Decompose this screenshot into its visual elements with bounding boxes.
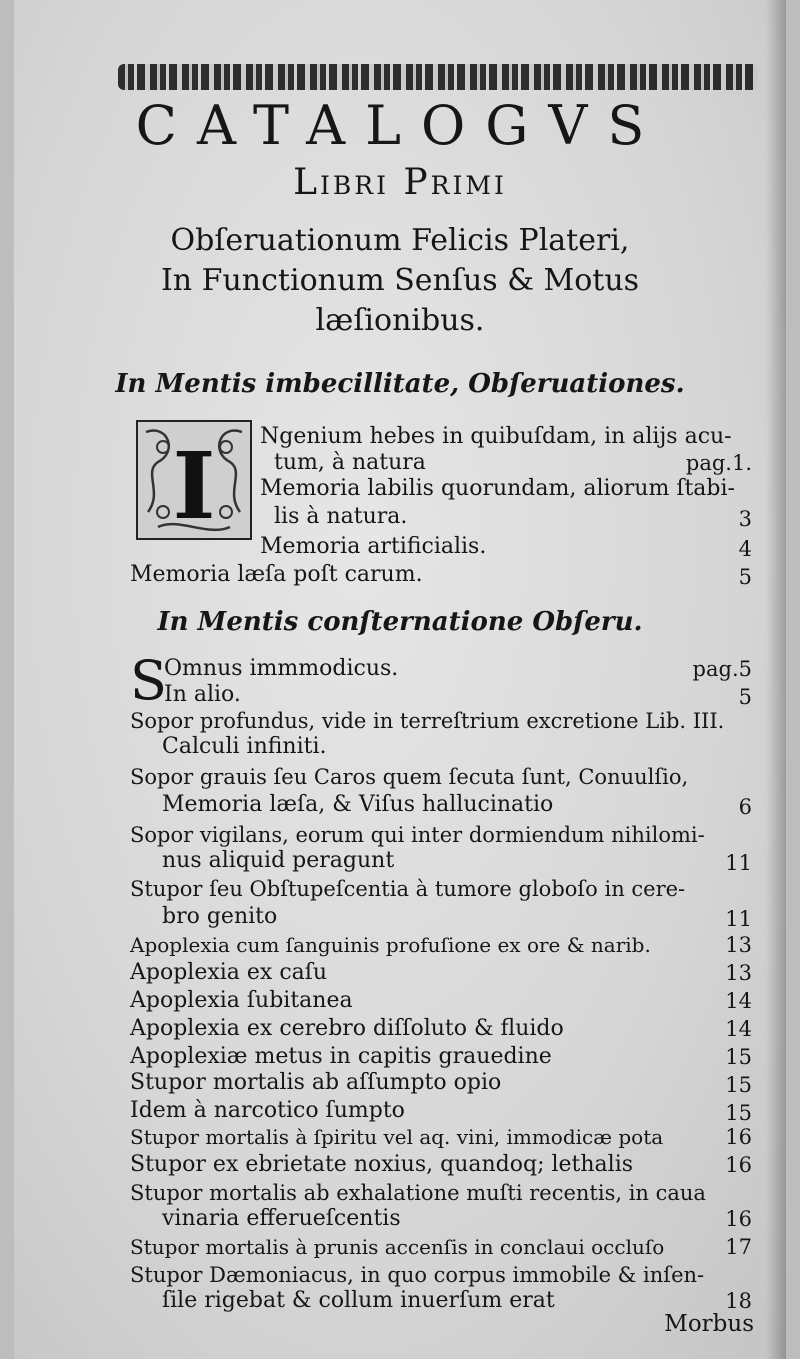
entry-text: Calculi infiniti.: [162, 734, 327, 759]
title-line-1: Obſeruationum Felicis Plateri,: [170, 223, 630, 258]
entry-text: Apoplexia cum ſanguinis profuſione ex ore & narib.: [130, 933, 651, 957]
entry-text: Stupor mortalis ab exhalatione muſti recentis, in caua: [130, 1181, 706, 1205]
entry-text: bro genito: [162, 904, 278, 929]
entry-text: Stupor mortalis ab aſſumpto opio: [130, 1070, 502, 1095]
entry-page: 3: [738, 507, 752, 531]
entry-text: Omnus immmodicus.: [164, 656, 399, 681]
entry-text: Apoplexia ex cerebro diſſoluto & fluido: [130, 1016, 564, 1041]
entry-page: 4: [738, 537, 752, 561]
entry-text: nus aliquid peragunt: [162, 848, 395, 873]
entry-page: 15: [725, 1101, 752, 1125]
section-heading-imbecillitate: In Mentis imbecillitate, Obſeruationes.: [115, 369, 685, 399]
entry-page: 16: [725, 1153, 752, 1177]
entry-page: 13: [725, 933, 752, 957]
section-heading-consternatione: In Mentis conſternatione Obſeru.: [157, 607, 643, 637]
entry-text: vinaria efferueſcentis: [162, 1206, 401, 1231]
entry-text: Memoria læſa, & Viſus hallucinatio: [162, 792, 554, 817]
entry-text: Memoria labilis quorundam, aliorum ſtabi-: [260, 476, 735, 501]
entry-text: tum, à natura: [274, 450, 426, 475]
entry-page: 18: [725, 1289, 752, 1313]
entry-text: Apoplexiæ metus in capitis grauedine: [130, 1044, 552, 1069]
book-page: [14, 0, 786, 1359]
title-line-3: læſionibus.: [315, 303, 485, 338]
page-title: CATALOGVS: [135, 94, 665, 157]
entry-text: Idem à narcotico ſumpto: [130, 1098, 405, 1123]
entry-page: 16: [725, 1125, 752, 1149]
entry-text: Ngenium hebes in quibuſdam, in alijs acu-: [260, 424, 732, 449]
entry-text: ſile rigebat & collum inuerſum erat: [162, 1288, 555, 1313]
entry-text: Stupor Dæmoniacus, in quo corpus immobile & inſen-: [130, 1263, 705, 1287]
ornament-band: [118, 64, 758, 90]
entry-text: Stupor ex ebrietate noxius, quandoq; lethalis: [130, 1152, 634, 1177]
entry-page: 11: [725, 907, 752, 931]
entry-text: Stupor mortalis à prunis accenſis in conclaui occluſo: [130, 1235, 665, 1259]
entry-page: pag.5: [692, 657, 752, 681]
entry-text: Sopor grauis ſeu Caros quem ſecuta ſunt, Conuulſio,: [130, 765, 689, 789]
entry-text: Sopor profundus, vide in terreſtrium excretione Lib. III.: [130, 709, 725, 733]
svg-text:I: I: [172, 432, 216, 538]
catchword: Morbus: [664, 1311, 754, 1337]
title-line-2: In Functionum Senſus & Motus: [160, 263, 640, 298]
entry-page: 5: [738, 685, 752, 709]
entry-text: Memoria læſa poſt carum.: [130, 562, 423, 587]
entry-text: In alio.: [164, 682, 241, 707]
entry-page: 5: [738, 565, 752, 589]
entry-page: 11: [725, 851, 752, 875]
entry-page: 15: [725, 1045, 752, 1069]
entry-page: 6: [738, 795, 752, 819]
entry-page: 15: [725, 1073, 752, 1097]
entry-text: Memoria artificialis.: [260, 534, 487, 559]
page-subtitle: Libri Primi: [293, 162, 507, 203]
entry-text: Stupor mortalis à ſpiritu vel aq. vini, immodicæ pota: [130, 1125, 664, 1149]
entry-page: pag.1.: [685, 451, 752, 475]
entry-text: Apoplexia ſubitanea: [130, 988, 353, 1013]
decorated-initial-i: [136, 420, 252, 540]
entry-text: lis à natura.: [274, 504, 408, 529]
entry-page: 17: [725, 1235, 752, 1259]
entry-page: 16: [725, 1207, 752, 1231]
entry-page: 14: [725, 989, 752, 1013]
entry-text: Stupor ſeu Obſtupeſcentia à tumore globoſo in cere-: [130, 877, 686, 901]
entry-text: Sopor vigilans, eorum qui inter dormiendum nihilomi-: [130, 823, 705, 847]
entry-page: 13: [725, 961, 752, 985]
initial-s: S: [130, 649, 167, 712]
entry-text: Apoplexia ex caſu: [130, 960, 328, 985]
entry-page: 14: [725, 1017, 752, 1041]
